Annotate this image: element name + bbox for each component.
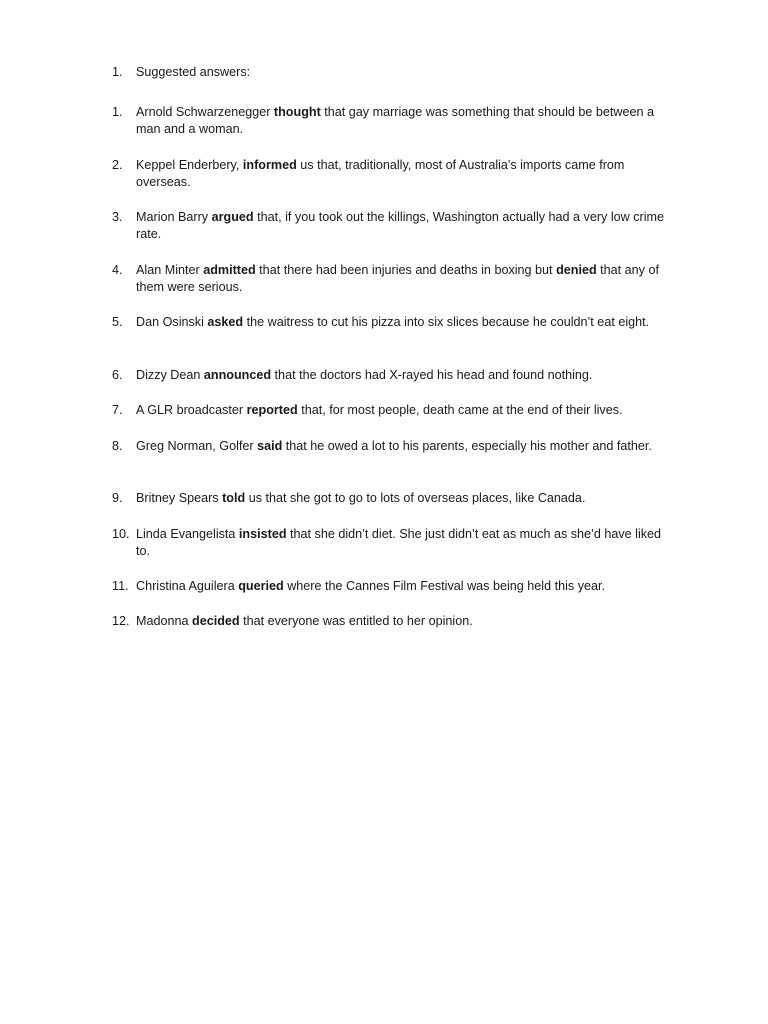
answer-text [136, 578, 678, 595]
answer-segment: that the doctors had X-rayed his head and found nothing. [271, 368, 593, 382]
answer-item-8 [112, 438, 678, 455]
answer-text [136, 490, 678, 507]
answer-item-1 [112, 104, 678, 138]
answer-number: 10. [112, 527, 130, 541]
answer-segment: Dizzy Dean [136, 368, 204, 382]
reporting-verb: insisted [238, 527, 287, 541]
answer-segment: Linda Evangelista [136, 527, 239, 541]
reporting-verb: admitted [203, 263, 256, 277]
answer-segment: Marion Barry [136, 210, 212, 224]
answer-number: 11. [112, 579, 129, 593]
answer-number: 3. [112, 210, 123, 224]
answer-segment: that any of them were serious. [136, 263, 659, 294]
answer-segment: Arnold Schwarzenegger [136, 105, 274, 119]
answer-item-4 [112, 262, 678, 296]
answer-item-7 [112, 402, 678, 419]
answer-item-6 [112, 367, 678, 384]
answer-segment: Greg Norman, Golfer [136, 439, 258, 453]
answer-number: 12. [112, 614, 130, 628]
answer-segment: Alan Minter [136, 263, 204, 277]
answer-segment: Dan Osinski [136, 315, 208, 329]
reporting-verb: informed [242, 158, 297, 172]
answer-number: 4. [112, 263, 123, 277]
answer-segment: that she didn’t diet. She just didn’t eat as much as she’d have liked to. [136, 527, 662, 558]
answer-segment: where the Cannes Film Festival was being held this year. [283, 579, 605, 593]
reporting-verb: said [257, 439, 283, 453]
reporting-verb: announced [203, 368, 272, 382]
reporting-verb: thought [273, 105, 321, 119]
answer-text [136, 613, 678, 630]
answer-number: 2. [112, 158, 123, 172]
reporting-verb: argued [211, 210, 254, 224]
answer-item-12 [112, 613, 678, 630]
answer-text [136, 402, 678, 419]
answer-segment: A GLR broadcaster [136, 403, 247, 417]
answer-text [136, 526, 678, 560]
reporting-verb: denied [556, 263, 597, 277]
answer-item-5 [112, 314, 678, 331]
answer-segment: that everyone was entitled to her opinion. [239, 614, 473, 628]
answer-item-10 [112, 526, 678, 560]
answer-number: 9. [112, 491, 123, 505]
answer-number: 7. [112, 403, 123, 417]
answer-text [136, 367, 678, 384]
answer-text [136, 314, 678, 331]
answer-number: 5. [112, 315, 123, 329]
heading-line [112, 64, 678, 81]
answer-segment: Christina Aguilera [136, 579, 239, 593]
answer-item-3 [112, 209, 678, 243]
answer-text [136, 438, 678, 455]
answer-item-11 [112, 578, 678, 595]
answer-segment: Britney Spears [136, 491, 223, 505]
answer-segment: that, for most people, death came at the end of their lives. [297, 403, 623, 417]
answer-item-9 [112, 490, 678, 507]
answer-segment: Madonna [136, 614, 193, 628]
answer-segment: that he owed a lot to his parents, especially his mother and father. [282, 439, 652, 453]
heading-text: Suggested answers: [136, 65, 251, 79]
answer-segment: the waitress to cut his pizza into six slices because he couldn’t eat eight. [243, 315, 650, 329]
answer-number: 6. [112, 368, 123, 382]
reporting-verb: reported [246, 403, 298, 417]
answer-number: 8. [112, 439, 123, 453]
answer-segment: us that, traditionally, most of Australia's imports came from overseas. [136, 158, 625, 189]
reporting-verb: decided [192, 614, 240, 628]
answer-segment: that, if you took out the killings, Washington actually had a very low crime rate. [136, 210, 665, 241]
answer-segment: Keppel Enderbery, [136, 158, 243, 172]
answer-text [136, 157, 678, 191]
answer-segment: that gay marriage was something that should be between a man and a woman. [136, 105, 655, 136]
answer-segment: that there had been injuries and deaths in boxing but [255, 263, 557, 277]
answer-text [136, 209, 678, 243]
reporting-verb: queried [238, 579, 284, 593]
answer-item-2 [112, 157, 678, 191]
heading-number: 1. [112, 65, 123, 79]
answer-text [136, 262, 678, 296]
answer-text [136, 104, 678, 138]
reporting-verb: asked [207, 315, 244, 329]
answer-segment: us that she got to go to lots of overseas places, like Canada. [245, 491, 586, 505]
reporting-verb: told [222, 491, 246, 505]
answer-number: 1. [112, 105, 123, 119]
